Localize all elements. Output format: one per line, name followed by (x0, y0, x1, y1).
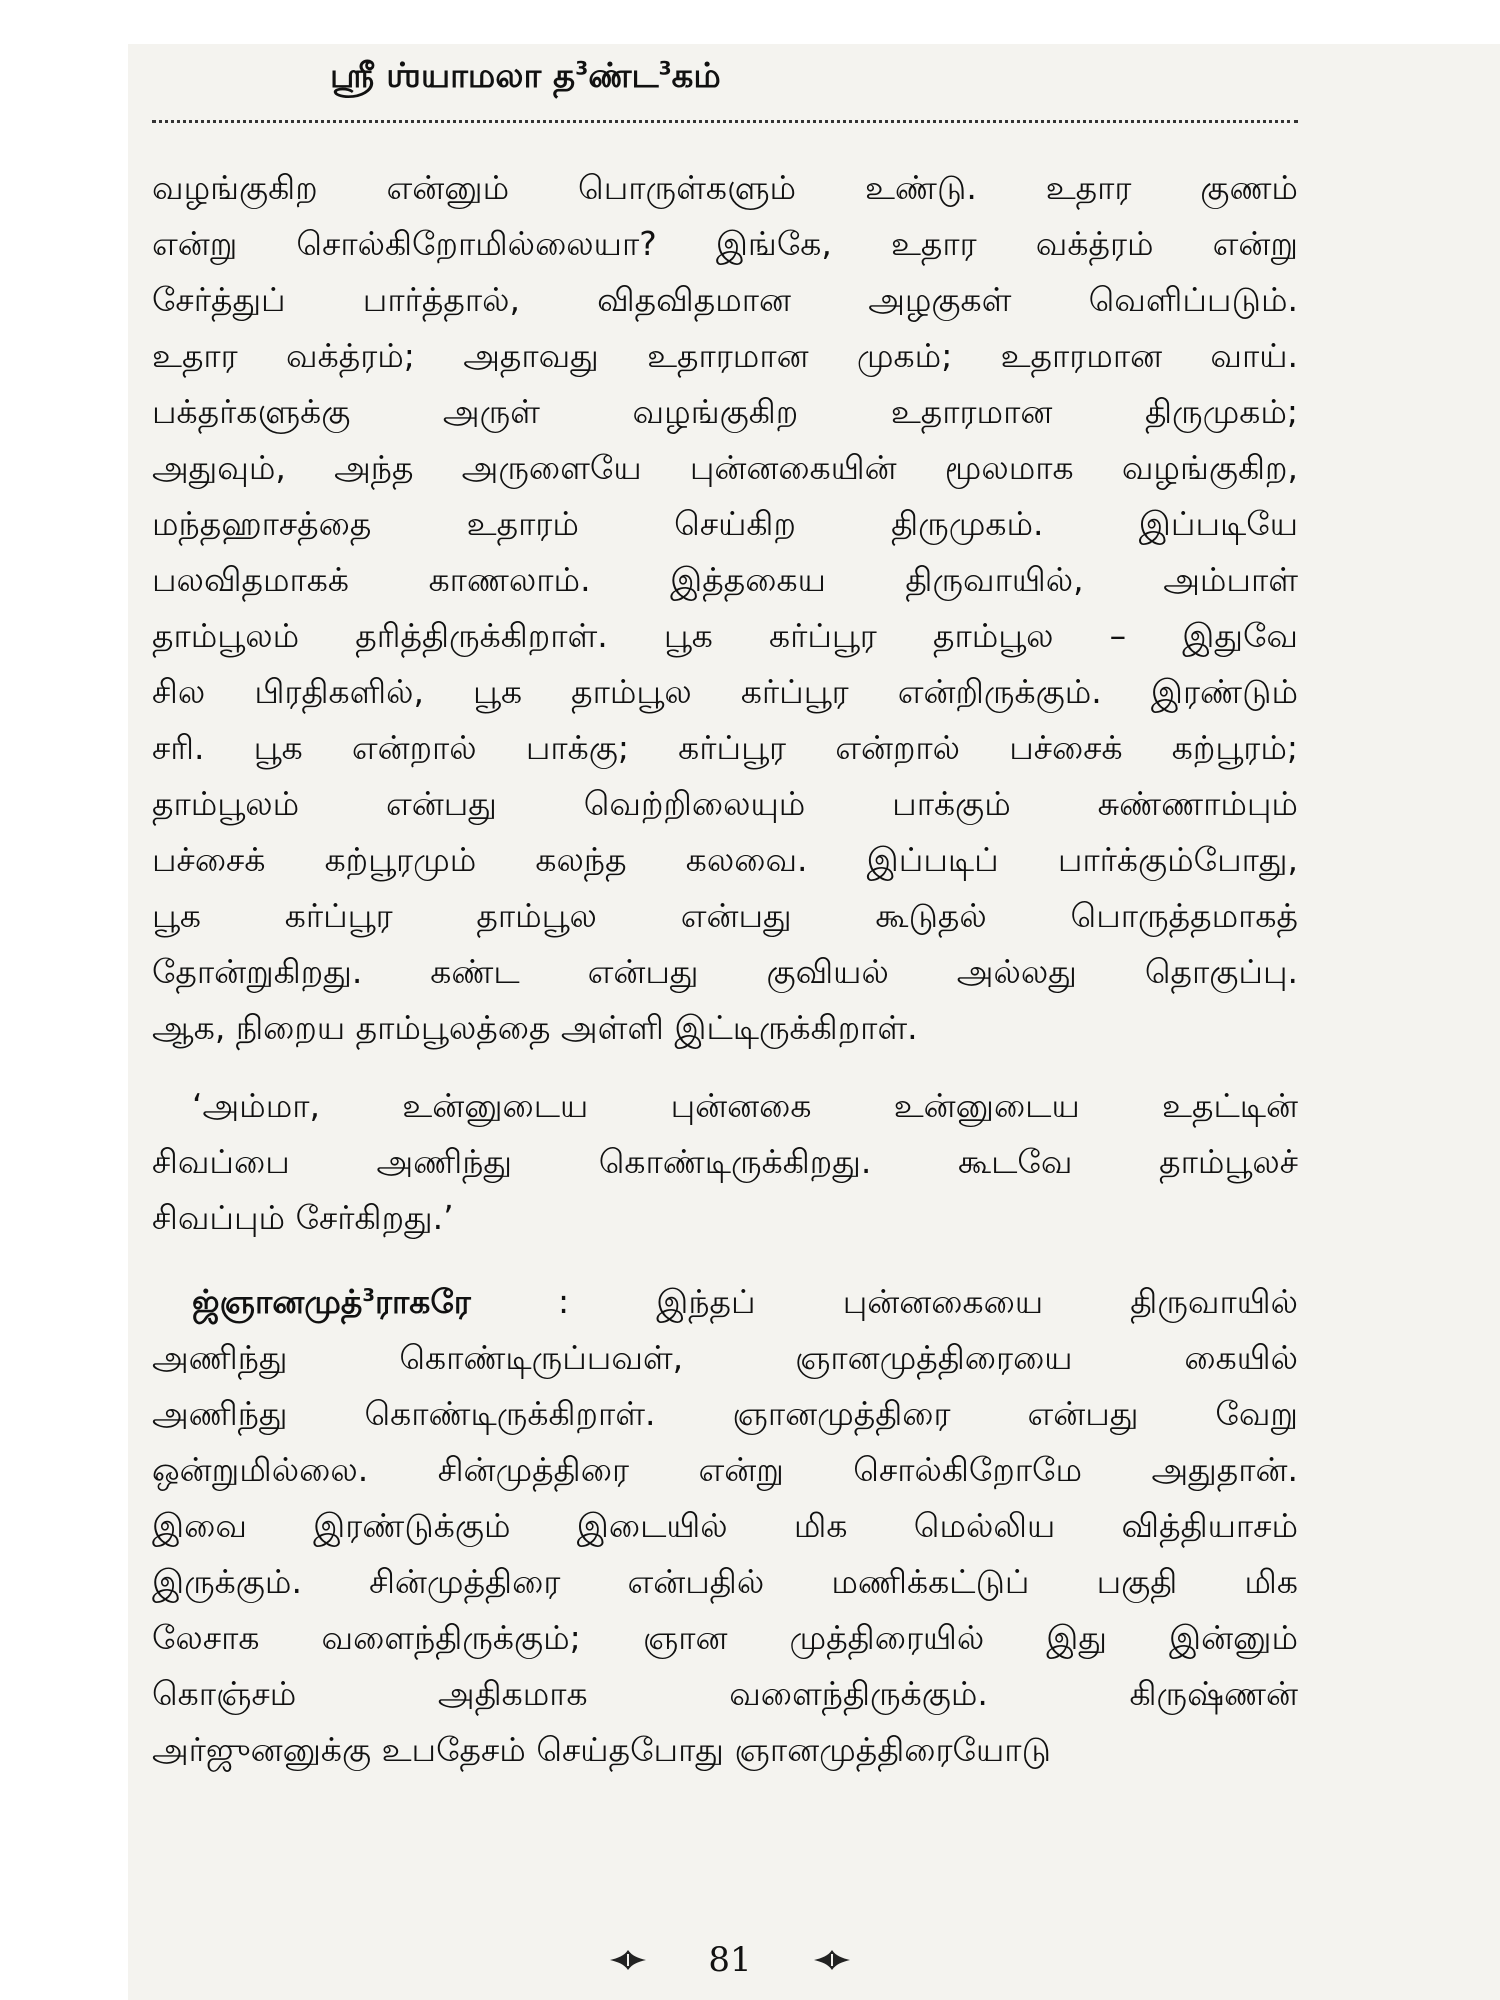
text-line: சேர்த்துப் பார்த்தால், விதவிதமான அழகுகள் வெளிப்படும். (152, 280, 1298, 319)
text-line: உதார வக்த்ரம்; அதாவது உதாரமான முகம்; உதாரமான வாய். (152, 336, 1298, 375)
term-line-rest: : இந்தப் புன்னகையை திருவாயில் (470, 1282, 1298, 1321)
paragraph-gap (152, 1246, 1298, 1268)
page-footer (580, 1940, 880, 1980)
body-text (152, 160, 1298, 1778)
text-line: பூக கர்ப்பூர தாம்பூல என்பது கூடுதல் பொருத்தமாகத் (152, 896, 1298, 935)
text-line: தாம்பூலம் என்பது வெற்றிலையும் பாக்கும் சுண்ணாம்பும் (152, 784, 1298, 823)
text-line: வழங்குகிற என்னும் பொருள்களும் உண்டு. உதார குணம் (152, 168, 1298, 207)
header-title-main: ஸ்ரீ ஶ்யாமலா த (330, 56, 576, 96)
text-line: சில பிரதிகளில், பூக தாம்பூல கர்ப்பூர என்றிருக்கும். இரண்டும் (152, 672, 1298, 711)
text-line: பலவிதமாகக் காணலாம். இத்தகைய திருவாயில், அம்பாள் (152, 560, 1298, 599)
text-line: லேசாக வளைந்திருக்கும்; ஞான முத்திரையில் இது இன்னும் (152, 1618, 1298, 1657)
text-line: சிவப்பும் சேர்கிறது.’ (152, 1198, 454, 1237)
text-line: சரி. பூக என்றால் பாக்கு; கர்ப்பூர என்றால் பச்சைக் கற்பூரம்; (152, 728, 1298, 767)
text-line: அர்ஜுனனுக்கு உபதேசம் செய்தபோது ஞானமுத்திரையோடு (152, 1730, 1051, 1769)
header-superscript-2: 3 (658, 58, 672, 80)
text-line: பக்தர்களுக்கு அருள் வழங்குகிற உதாரமான திருமுகம்; (152, 392, 1298, 431)
page-number: 81 (708, 1940, 752, 1980)
text-line: ‘அம்மா, உன்னுடைய புன்னகை உன்னுடைய உதட்டின் (192, 1086, 1298, 1125)
term-part-a: ஜ்ஞானமுத் (192, 1282, 363, 1321)
text-line: இருக்கும். சின்முத்திரை என்பதில் மணிக்கட்டுப் பகுதி மிக (152, 1562, 1298, 1601)
text-line: தாம்பூலம் தரித்திருக்கிறாள். பூக கர்ப்பூர தாம்பூல – இதுவே (152, 616, 1298, 655)
text-line: இவை இரண்டுக்கும் இடையில் மிக மெல்லிய வித்தியாசம் (152, 1506, 1298, 1545)
paragraph-3 (152, 1268, 1298, 1778)
header-title-mid: ண்ட (588, 56, 659, 96)
text-line: அதுவும், அந்த அருளையே புன்னகையின் மூலமாக வழங்குகிற, (152, 448, 1298, 487)
text-line: என்று சொல்கிறோமில்லையா? இங்கே, உதார வக்த்ரம் என்று (152, 224, 1298, 263)
text-line: பச்சைக் கற்பூரமும் கலந்த கலவை. இப்படிப் பார்க்கும்போது, (152, 840, 1298, 879)
paragraph-gap (152, 1056, 1298, 1078)
text-line: அணிந்து கொண்டிருப்பவள், ஞானமுத்திரையை கையில் (152, 1338, 1298, 1377)
running-header (330, 56, 721, 100)
text-line: சிவப்பை அணிந்து கொண்டிருக்கிறது. கூடவே தாம்பூலச் (152, 1142, 1298, 1181)
text-line: ஆக, நிறைய தாம்பூலத்தை அள்ளி இட்டிருக்கிறாள். (152, 1008, 918, 1047)
right-fleuron-icon (812, 1948, 852, 1972)
text-line: கொஞ்சம் அதிகமாக வளைந்திருக்கும். கிருஷ்ணன் (152, 1674, 1298, 1713)
text-line: ஒன்றுமில்லை. சின்முத்திரை என்று சொல்கிறோமே அதுதான். (152, 1450, 1298, 1489)
header-dotted-rule (152, 120, 1298, 123)
text-line: மந்தஹாசத்தை உதாரம் செய்கிற திருமுகம். இப்படியே (152, 504, 1298, 543)
header-title-end: கம் (671, 56, 721, 96)
section-term (192, 1282, 471, 1321)
paragraph-1 (152, 160, 1298, 1056)
text-line: அணிந்து கொண்டிருக்கிறாள். ஞானமுத்திரை என்பது வேறு (152, 1394, 1298, 1433)
term-superscript: 3 (362, 1285, 375, 1306)
left-fleuron-icon (608, 1948, 648, 1972)
text-line (152, 1268, 1298, 1330)
header-superscript-1: 3 (575, 58, 589, 80)
term-part-b: ராகரே (374, 1282, 471, 1321)
text-line: தோன்றுகிறது. கண்ட என்பது குவியல் அல்லது தொகுப்பு. (152, 952, 1298, 991)
paragraph-2 (152, 1078, 1298, 1246)
